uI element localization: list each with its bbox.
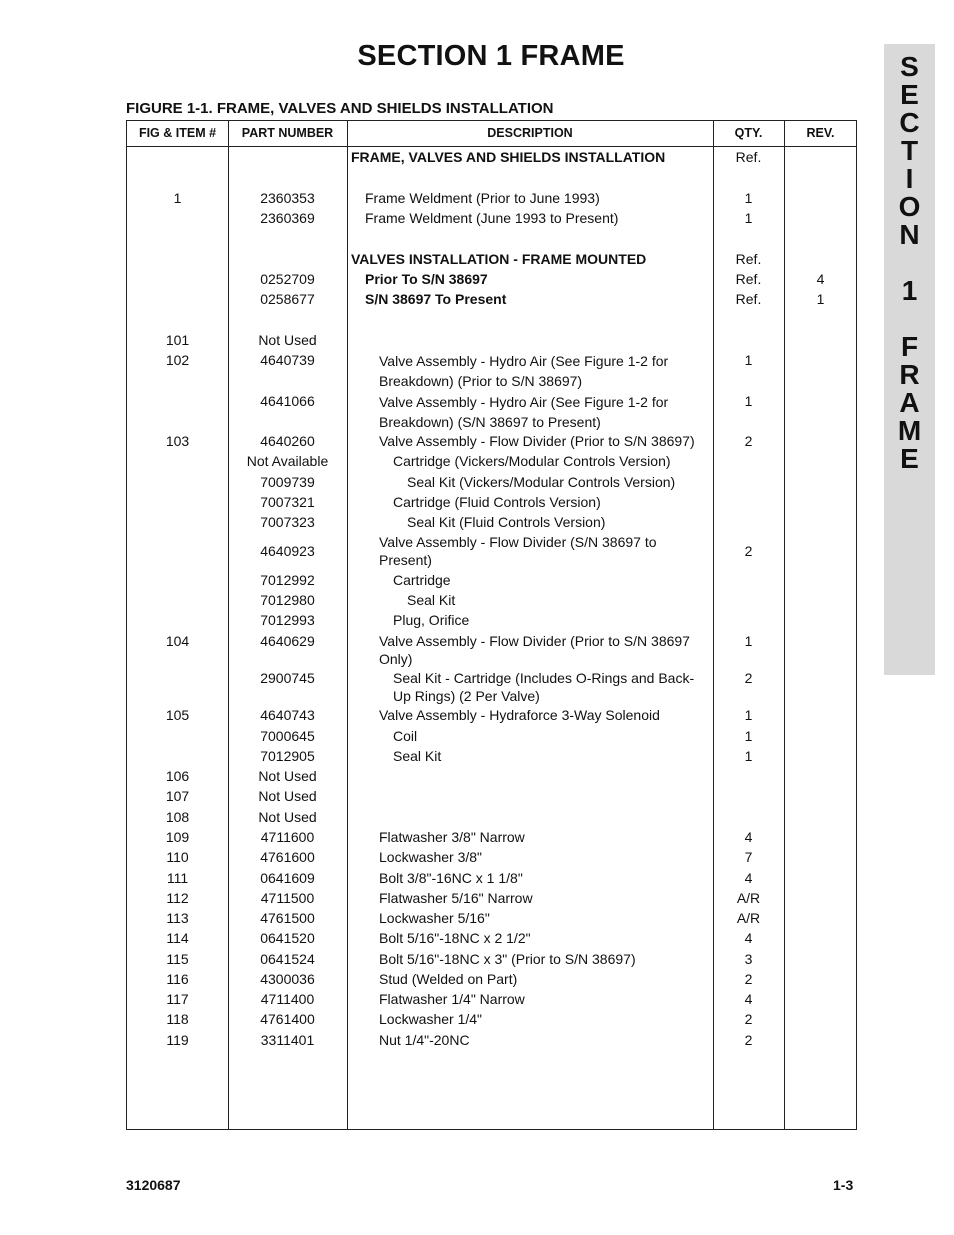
description: Lockwasher 5/16" — [379, 910, 490, 926]
revision: 4 — [816, 271, 825, 287]
part-number: 0641524 — [260, 951, 315, 967]
column-divider — [347, 121, 348, 1129]
side-tab-letter: E — [900, 79, 919, 110]
part-number: 4640923 — [260, 543, 315, 559]
part-number: 4641066 — [260, 393, 315, 409]
part-number: 7009739 — [260, 474, 315, 490]
part-number: 4640629 — [260, 633, 315, 649]
description: Flatwasher 5/16" Narrow — [379, 890, 533, 906]
part-number: 7012993 — [260, 612, 315, 628]
part-number: 0258677 — [260, 291, 315, 307]
quantity: Ref. — [735, 251, 762, 267]
quantity: A/R — [736, 890, 761, 906]
quantity: 1 — [744, 190, 753, 206]
item-number: 112 — [166, 890, 189, 906]
part-number: 0641609 — [260, 870, 315, 886]
quantity: 4 — [744, 991, 753, 1007]
side-tab-letter: F — [900, 331, 919, 362]
description: Cartridge (Fluid Controls Version) — [393, 494, 601, 510]
item-number: 113 — [166, 910, 189, 926]
description: S/N 38697 To Present — [365, 291, 507, 307]
part-number: 4640260 — [260, 433, 315, 449]
description: Flatwasher 1/4" Narrow — [379, 991, 525, 1007]
item-number: 110 — [166, 849, 189, 865]
document-number: 3120687 — [126, 1177, 181, 1193]
item-number: 105 — [165, 707, 190, 723]
quantity: 2 — [744, 971, 753, 987]
quantity: 3 — [744, 951, 753, 967]
parts-table — [126, 120, 857, 1130]
quantity: 2 — [744, 1032, 753, 1048]
part-number: 7000645 — [260, 728, 315, 744]
quantity: 2 — [744, 1011, 753, 1027]
part-number: 0641520 — [260, 930, 315, 946]
description: Lockwasher 1/4" — [379, 1011, 483, 1027]
item-number: 117 — [166, 991, 189, 1007]
part-number: 7012992 — [260, 572, 315, 588]
description: FRAME, VALVES AND SHIELDS INSTALLATION — [351, 149, 666, 165]
description: Frame Weldment (June 1993 to Present) — [365, 210, 619, 226]
description: Valve Assembly - Hydro Air (See Figure 1-2 for Breakdown) (Prior to S/N 38697) — [379, 353, 669, 389]
item-number: 108 — [165, 809, 190, 825]
description: Seal Kit — [407, 592, 456, 608]
part-number: 7012905 — [260, 748, 315, 764]
description: Flatwasher 3/8" Narrow — [379, 829, 525, 845]
side-tab-letter: C — [899, 107, 920, 138]
side-tab-letter: N — [899, 219, 920, 250]
part-number: 4640739 — [260, 352, 315, 368]
side-tab-letter: I — [905, 163, 914, 194]
description: Valve Assembly - Flow Divider (S/N 38697 to Present) — [379, 534, 657, 568]
page-title: SECTION 1 FRAME — [357, 40, 625, 72]
description: Valve Assembly - Flow Divider (Prior to S/N 38697 Only) — [379, 633, 690, 667]
side-tab-letter: 1 — [901, 275, 918, 306]
part-number: 3311401 — [260, 1032, 315, 1048]
description: Valve Assembly - Hydro Air (See Figure 1-2 for Breakdown) (S/N 38697 to Present) — [379, 394, 669, 430]
quantity: 2 — [744, 670, 753, 686]
side-tab-letter: R — [899, 359, 920, 390]
description: Coil — [393, 728, 418, 744]
description: VALVES INSTALLATION - FRAME MOUNTED — [351, 251, 647, 267]
header-divider — [127, 146, 856, 147]
item-number: 119 — [166, 1032, 189, 1048]
description: Bolt 3/8"-16NC x 1 1/8" — [379, 870, 523, 886]
side-tab-letter: M — [897, 415, 922, 446]
side-tab-letter: O — [898, 191, 921, 222]
item-number: 106 — [165, 768, 190, 784]
description: Seal Kit (Fluid Controls Version) — [407, 514, 606, 530]
description: Frame Weldment (Prior to June 1993) — [365, 190, 600, 206]
part-number: 4711500 — [260, 890, 315, 906]
description: Stud (Welded on Part) — [379, 971, 518, 987]
header-qty: QTY. — [734, 126, 763, 140]
part-number: 4300036 — [260, 971, 315, 987]
quantity: 1 — [744, 707, 753, 723]
item-number: 102 — [165, 352, 190, 368]
description: Prior To S/N 38697 — [365, 271, 488, 287]
side-tab-letter: A — [899, 387, 920, 418]
item-number: 118 — [166, 1011, 189, 1027]
item-number: 107 — [165, 788, 190, 804]
item-number: 116 — [166, 971, 189, 987]
figure-title: FIGURE 1-1. FRAME, VALVES AND SHIELDS INSTALLATION — [126, 100, 554, 117]
quantity: 4 — [744, 829, 753, 845]
description: Nut 1/4"-20NC — [379, 1032, 470, 1048]
quantity: 1 — [744, 352, 753, 368]
quantity: 4 — [744, 930, 753, 946]
side-tab-letters — [884, 53, 935, 473]
item-number: 104 — [165, 633, 190, 649]
description: Plug, Orifice — [393, 612, 470, 628]
description: Cartridge (Vickers/Modular Controls Version) — [393, 453, 671, 469]
part-number: 7012980 — [260, 592, 315, 608]
quantity: 1 — [744, 393, 753, 409]
quantity: Ref. — [735, 149, 762, 165]
quantity: A/R — [736, 910, 761, 926]
header-rev: REV. — [806, 126, 835, 140]
item-number: 114 — [166, 930, 189, 946]
part-number: Not Used — [258, 809, 317, 825]
part-number: 7007321 — [260, 494, 315, 510]
part-number: 2360353 — [260, 190, 315, 206]
item-number: 1 — [173, 190, 182, 206]
page-number: 1-3 — [833, 1177, 854, 1193]
quantity: 1 — [744, 633, 753, 649]
quantity: Ref. — [735, 271, 762, 287]
quantity: 2 — [744, 543, 753, 559]
header-fig-item: FIG & ITEM # — [138, 126, 217, 140]
side-tab-letter: S — [900, 51, 919, 82]
description: Bolt 5/16"-18NC x 2 1/2" — [379, 930, 531, 946]
part-number: 7007323 — [260, 514, 315, 530]
part-number: 4711600 — [260, 829, 315, 845]
item-number: 111 — [166, 870, 189, 886]
part-number: Not Used — [258, 788, 317, 804]
section-side-tab — [884, 44, 935, 675]
description: Cartridge — [393, 572, 451, 588]
side-tab-letter: E — [900, 443, 919, 474]
revision: 1 — [816, 291, 825, 307]
description: Seal Kit (Vickers/Modular Controls Version) — [407, 474, 676, 490]
description: Valve Assembly - Flow Divider (Prior to S/N 38697) — [379, 433, 695, 449]
part-number: 4761500 — [260, 910, 315, 926]
description: Seal Kit - Cartridge (Includes O-Rings and Back-Up Rings) (2 Per Valve) — [393, 670, 695, 704]
part-number: 4761400 — [260, 1011, 315, 1027]
quantity: 4 — [744, 870, 753, 886]
part-number: 2900745 — [260, 670, 315, 686]
description: Lockwasher 3/8" — [379, 849, 483, 865]
header-description: DESCRIPTION — [487, 126, 573, 140]
description: Valve Assembly - Hydraforce 3-Way Solenoid — [379, 707, 660, 723]
description: Seal Kit — [393, 748, 442, 764]
side-tab-letter: T — [900, 135, 919, 166]
quantity: 1 — [744, 210, 753, 226]
part-number: 4711400 — [260, 991, 315, 1007]
description: Bolt 5/16"-18NC x 3" (Prior to S/N 38697) — [379, 951, 636, 967]
part-number: Not Used — [258, 768, 317, 784]
quantity: 1 — [744, 748, 753, 764]
part-number: 2360369 — [260, 210, 315, 226]
quantity: 1 — [744, 728, 753, 744]
quantity: 7 — [744, 849, 753, 865]
part-number: 4640743 — [260, 707, 315, 723]
header-part-number: PART NUMBER — [241, 126, 334, 140]
part-number: Not Used — [258, 332, 317, 348]
item-number: 103 — [165, 433, 190, 449]
part-number: 0252709 — [260, 271, 315, 287]
item-number: 109 — [165, 829, 190, 845]
item-number: 101 — [165, 332, 190, 348]
item-number: 115 — [166, 951, 189, 967]
part-number: 4761600 — [260, 849, 315, 865]
quantity: 2 — [744, 433, 753, 449]
quantity: Ref. — [735, 291, 762, 307]
part-number: Not Available — [246, 453, 329, 469]
